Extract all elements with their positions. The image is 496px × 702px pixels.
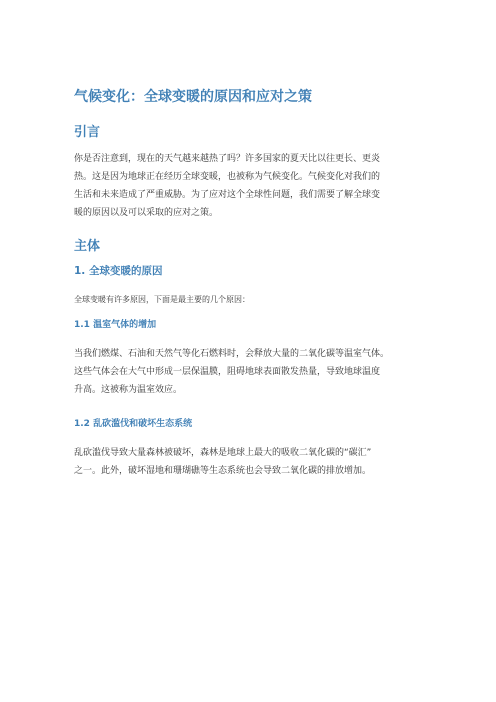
subsection-1-2-heading: 1.2 乱砍滥伐和破坏生态系统 [74,419,193,429]
document-title: 气候变化：全球变暖的原因和应对之策 [74,89,312,105]
intro-paragraph [74,150,380,222]
subsection-1-2-paragraph [74,444,371,480]
intro-line-1: 你是否注意到，现在的天气越来越热了吗？许多国家的夏天比以往更长、更炎 [74,154,381,164]
sub2-line-1: 乱砍滥伐导致大量森林被破坏，森林是地球上最大的吸收二氧化碳的“碳汇” [74,448,372,458]
sub1-line-1: 当我们燃煤、石油和天然气等化石燃料时，会释放大量的二氧化碳等温室气体。 [74,349,390,359]
intro-line-3: 生活和未来造成了严重威胁。为了应对这个全球性问题，我们需要了解全球变 [74,190,381,200]
intro-line-2: 热。这是因为地球正在经历全球变暖，也被称为气候变化。气候变化对我们的 [74,172,381,182]
sub1-line-3: 升高。这被称为温室效应。 [74,385,183,395]
intro-heading: 引言 [74,125,101,140]
section-1-lead: 全球变暖有许多原因，下面是最主要的几个原因： [74,295,250,304]
body-heading: 主体 [74,239,101,254]
intro-line-4: 暖的原因以及可以采取的应对之策。 [74,208,219,218]
sub1-line-2: 这些气体会在大气中形成一层保温膜，阻碍地球表面散发热量，导致地球温度 [74,367,381,377]
subsection-1-1-paragraph [74,345,389,399]
subsection-1-1-heading: 1.1 温室气体的增加 [74,320,157,330]
section-1-heading: 1. 全球变暖的原因 [74,265,163,277]
sub2-line-2: 之一。此外，破坏湿地和珊瑚礁等生态系统也会导致二氧化碳的排放增加。 [74,466,372,476]
